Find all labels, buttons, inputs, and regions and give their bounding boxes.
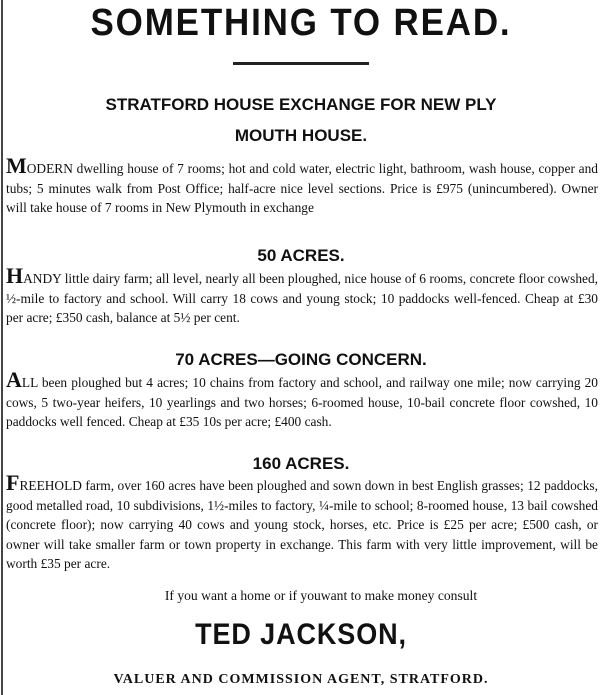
listing-3-title: 70 ACRES—GOING CONCERN. xyxy=(175,350,427,369)
listing-2-text: ANDY little dairy farm; all level, nearly all been ploughed, nice house of 6 rooms, concrete floor cowshed, ½-mile to factory and school. Will carry 18 cows and young stock; 10 paddocks well-fenced. Cheap at £30 per acre; £350 cash, balance at 5½ per cent. xyxy=(6,271,598,325)
agent-name: TED JACKSON, xyxy=(195,618,407,651)
agent-title: VALUER AND COMMISSION AGENT, STRATFORD. xyxy=(113,672,489,687)
consult-line: If you want a home or if youwant to make money consult xyxy=(164,588,478,603)
listing-3-dropcap: A xyxy=(6,367,22,392)
listing-4-dropcap: F xyxy=(6,470,20,495)
masthead-heading: SOMETHING TO READ. xyxy=(90,2,512,44)
listing-2-title: 50 ACRES. xyxy=(257,246,345,265)
listing-1-title-line-1: STRATFORD HOUSE EXCHANGE FOR NEW PLY xyxy=(105,95,497,114)
listing-1-body xyxy=(6,153,598,218)
listing-2-body xyxy=(6,263,598,328)
listing-4-text: REEHOLD farm, over 160 acres have been ploughed and sown down in best English grasses; 12 paddocks, good metalled road, 10 subdivisions, 1½-miles to factory, ¼-mile to school; 8-roomed house, 13 bail cowshed (concrete floor); now carrying 40 cows and young stock, horses, etc. Price is £25 per acre; £500 cash, or owner will take smaller farm or town property in exchange. This farm with very little improvement, will be worth £35 per acre. xyxy=(6,478,598,571)
masthead-divider xyxy=(233,62,369,65)
listing-3-body xyxy=(6,367,598,432)
listing-3-text: LL been ploughed but 4 acres; 10 chains from factory and school, and railway one mile; now carrying 20 cows, 5 two-year heifers, 10 yearlings and two horses; 6-roomed house, 10-bail concrete floor cowshed, 10 paddocks well fenced. Cheap at £35 10s per acre; £400 cash. xyxy=(6,375,598,429)
listing-1-title-line-2: MOUTH HOUSE. xyxy=(234,126,368,145)
listing-2-dropcap: H xyxy=(6,263,24,288)
listing-1-text: ODERN dwelling house of 7 rooms; hot and cold water, electric light, bathroom, wash house, copper and tubs; 5 minutes walk from Post Office; half-acre nice level sections. Price is £975 (unincumbered). Owner will take house of 7 rooms in New Plymouth in exchange xyxy=(6,161,598,215)
listing-4-title: 160 ACRES. xyxy=(252,454,350,473)
listing-1-dropcap: M xyxy=(6,153,27,178)
listing-4-body xyxy=(6,470,598,574)
